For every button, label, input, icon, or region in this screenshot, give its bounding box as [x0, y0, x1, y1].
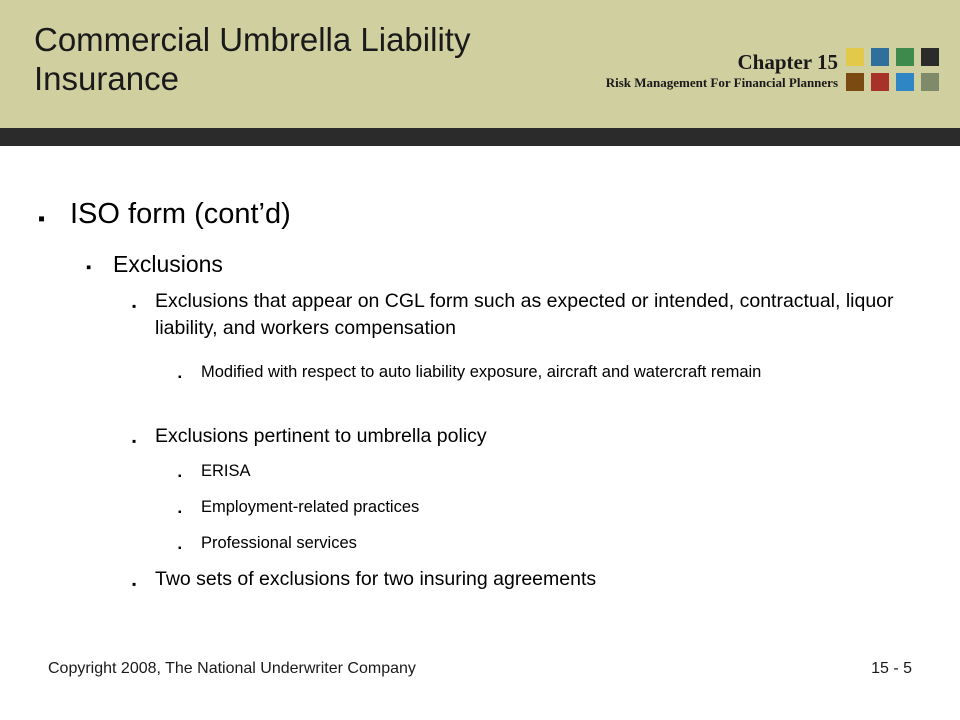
bullet-marker: ▪ — [178, 471, 182, 482]
bullet-marker: ▪ — [38, 208, 46, 230]
header-divider-bar — [0, 128, 960, 146]
bullet-text: Modified with respect to auto liability exposure, aircraft and watercraft remain — [201, 363, 762, 381]
bullet-marker: ▪ — [178, 543, 182, 554]
bullet-text: Exclusions — [113, 251, 223, 277]
bullet-text: ISO form (cont’d) — [70, 198, 291, 230]
footer-page-number: 15 - 5 — [871, 660, 912, 677]
square-bottom-4 — [921, 73, 939, 91]
square-bottom-3 — [896, 73, 914, 91]
decorative-squares — [846, 48, 946, 98]
bullet-text: Two sets of exclusions for two insuring agreements — [155, 568, 597, 590]
bullet-text: ERISA — [201, 462, 251, 480]
bullet-marker: ▪ — [86, 259, 92, 276]
bullet-level-4 — [178, 531, 898, 556]
square-top-1 — [846, 48, 864, 66]
bullet-level-3 — [132, 288, 912, 342]
chapter-label: Chapter 15 — [737, 50, 838, 74]
slide-header — [0, 0, 960, 128]
chapter-subtitle: Risk Management For Financial Planners — [605, 75, 838, 90]
bullet-text: Exclusions pertinent to umbrella policy — [155, 425, 487, 447]
bullet-level-3 — [132, 423, 912, 450]
slide-title: Commercial Umbrella Liability Insurance — [34, 21, 471, 97]
bullet-marker: ▪ — [132, 434, 137, 448]
bullet-level-4 — [178, 459, 898, 484]
bullet-marker: ▪ — [178, 372, 182, 383]
bullet-marker: ▪ — [132, 299, 137, 313]
square-top-2 — [871, 48, 889, 66]
square-bottom-2 — [871, 73, 889, 91]
bullet-level-3 — [132, 566, 912, 593]
bullet-text: Professional services — [201, 534, 357, 552]
bullet-marker: ▪ — [178, 507, 182, 518]
chapter-info — [606, 50, 838, 92]
bullet-text: Exclusions that appear on CGL form such as expected or intended, contractual, liquor liability, and workers compensation — [155, 290, 894, 339]
square-top-4 — [921, 48, 939, 66]
square-bottom-1 — [846, 73, 864, 91]
square-top-3 — [896, 48, 914, 66]
bullet-marker: ▪ — [132, 577, 137, 591]
bullet-level-1 — [38, 196, 918, 232]
bullet-level-4 — [178, 360, 898, 385]
bullet-level-4 — [178, 495, 898, 520]
footer-copyright: Copyright 2008, The National Underwriter Company — [48, 660, 416, 677]
bullet-text: Employment-related practices — [201, 498, 420, 516]
bullet-level-2 — [86, 249, 916, 279]
